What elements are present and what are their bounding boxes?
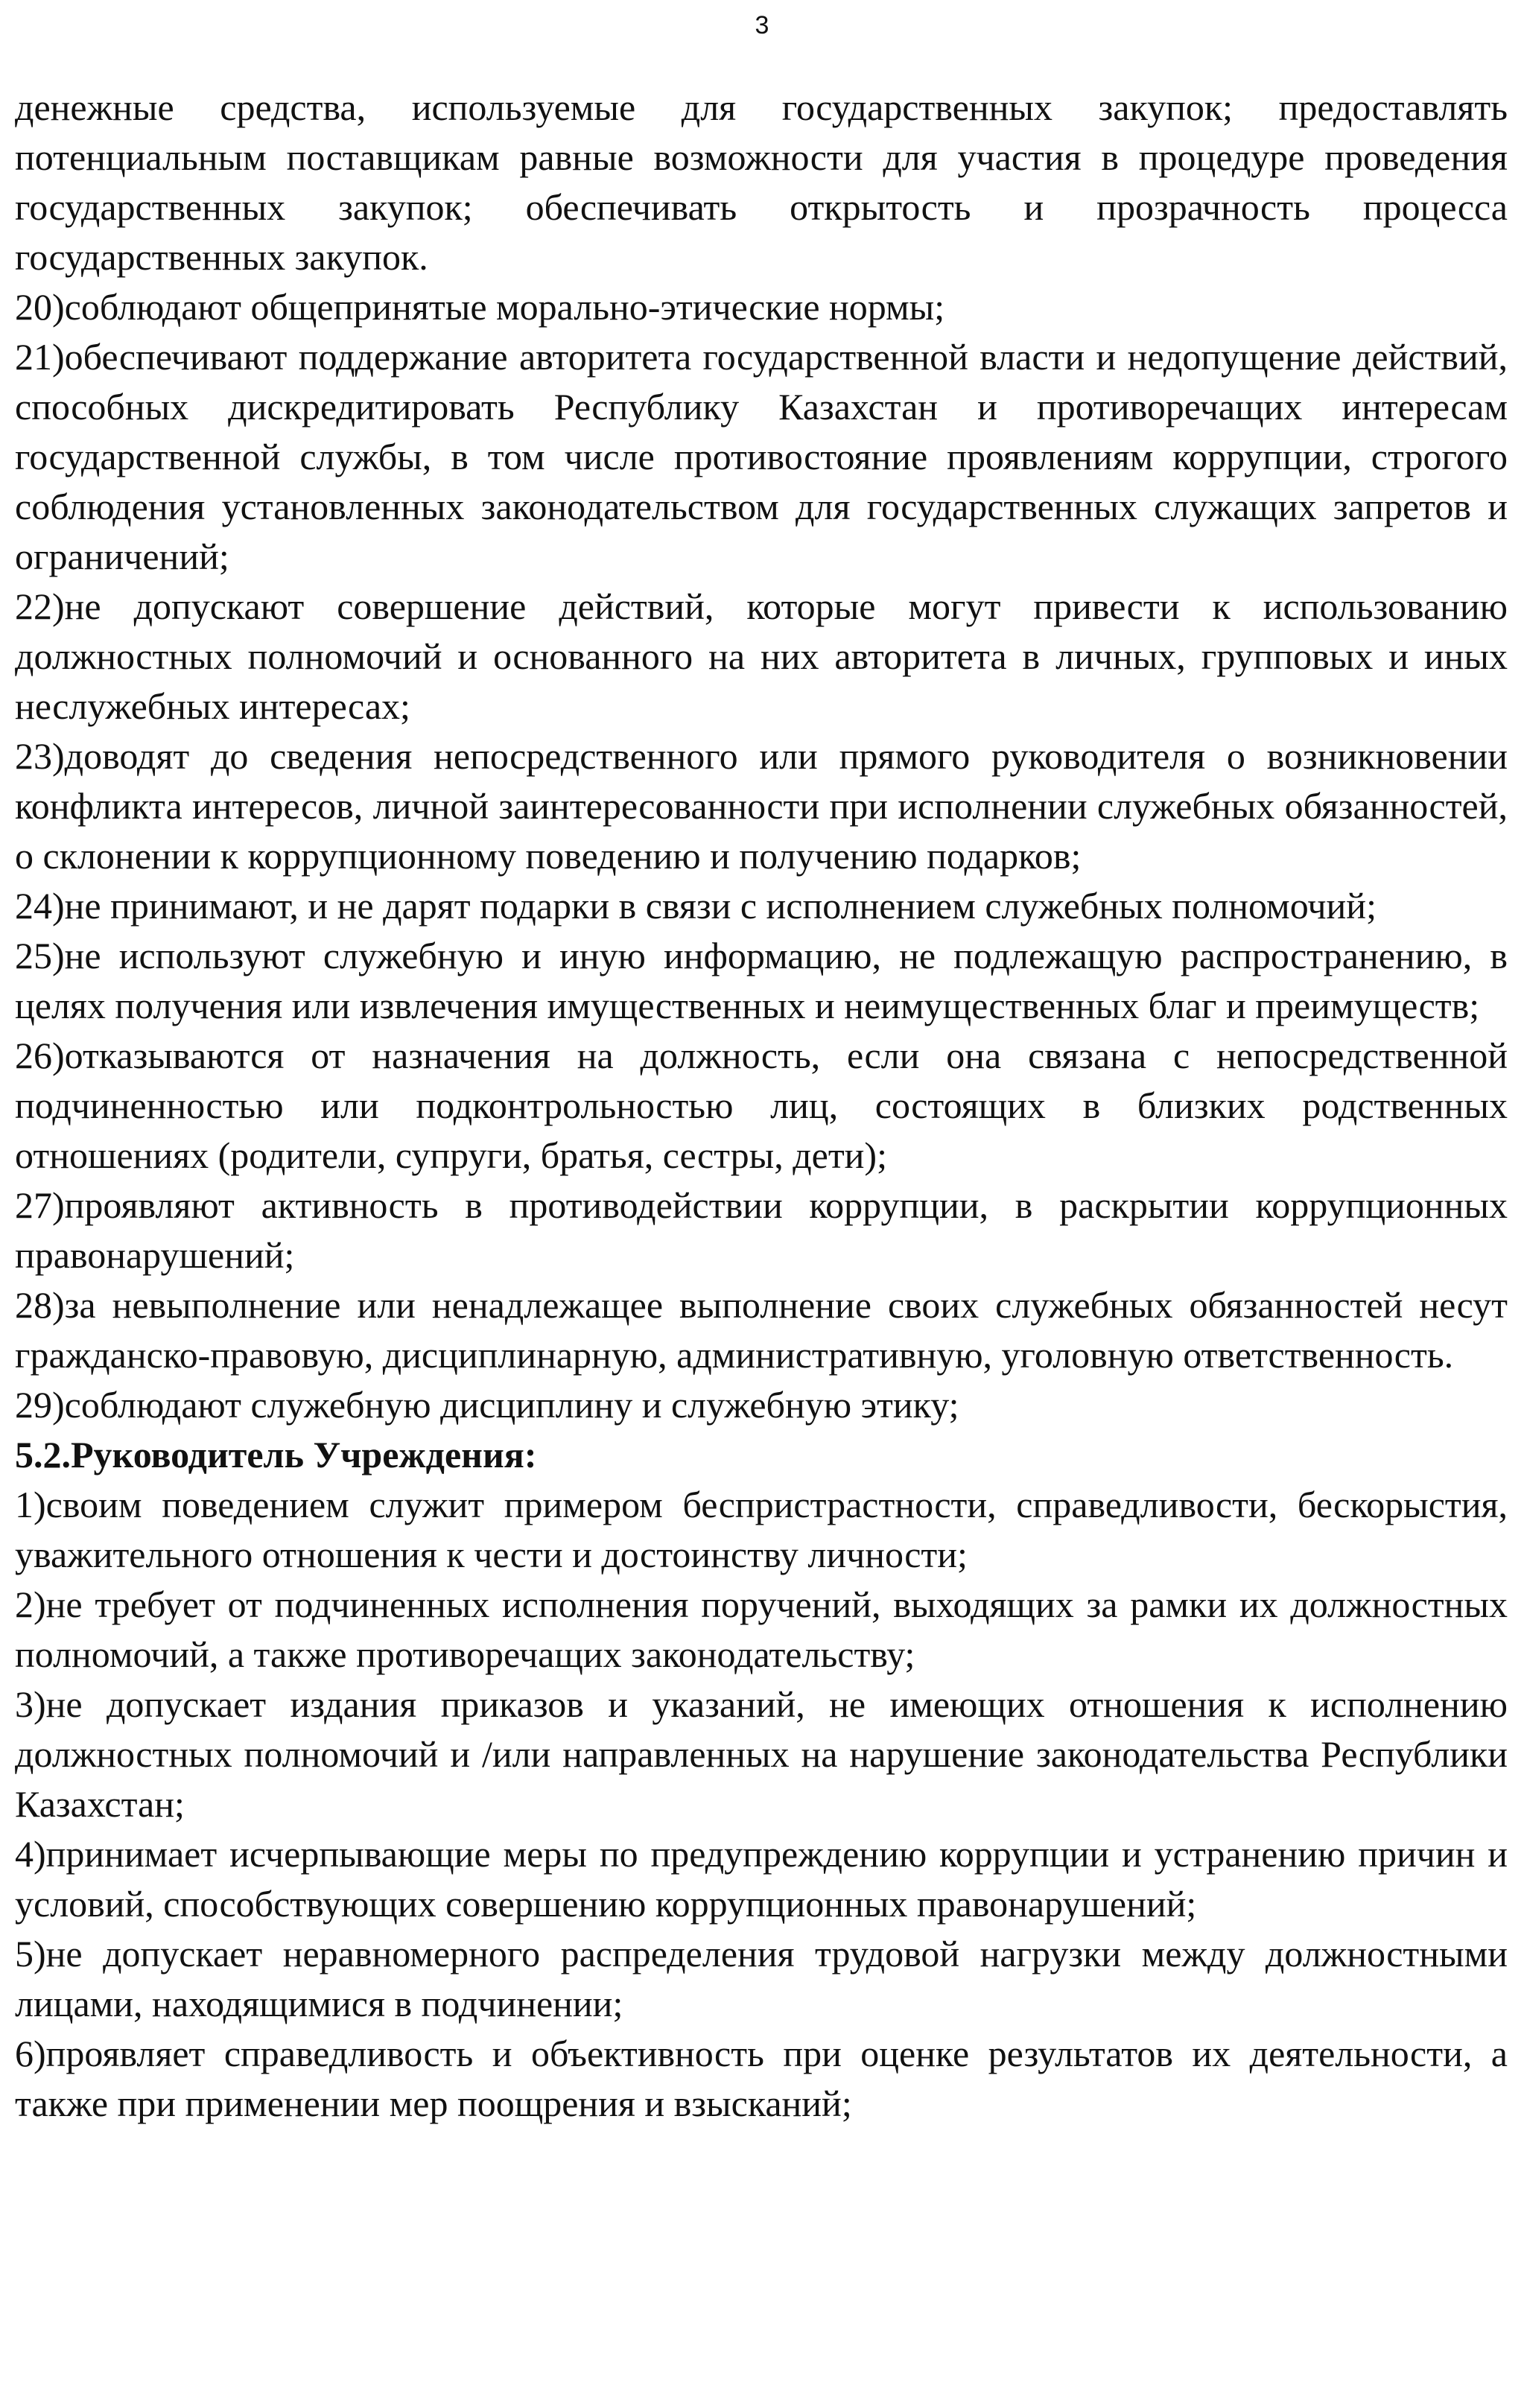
page-number: 3 xyxy=(755,11,769,39)
section-heading: 5.2.Руководитель Учреждения: xyxy=(15,1434,537,1475)
paragraph-continuation: денежные средства, используемые для государственных закупок; предоставлять потенциальным поставщикам равные возможности для участия в процедуре проведения государственных закупок; обеспечивать открытость и прозрачность процесса государственных закупок. xyxy=(15,86,1508,278)
list-item-25: 25)не используют служебную и иную информацию, не подлежащую распространению, в целях получения или извлечения имущественных и неимущественных благ и преимуществ; xyxy=(15,935,1508,1026)
section-item-6: 6)проявляет справедливость и объективность при оценке результатов их деятельности, а также при применении мер поощрения и взысканий; xyxy=(15,2033,1508,2124)
list-item-29: 29)соблюдают служебную дисциплину и служебную этику; xyxy=(15,1384,959,1426)
list-item-24: 24)не принимают, и не дарят подарки в связи с исполнением служебных полномочий; xyxy=(15,885,1377,927)
section-item-3: 3)не допускает издания приказов и указаний, не имеющих отношения к исполнению должностных полномочий и /или направленных на нарушение законодательства Республики Казахстан; xyxy=(15,1683,1508,1825)
document-body xyxy=(15,83,1508,2129)
section-item-1: 1)своим поведением служит примером беспристрастности, справедливости, бескорыстия, уважительного отношения к чести и достоинству личности; xyxy=(15,1484,1508,1575)
list-item-23: 23)доводят до сведения непосредственного или прямого руководителя о возникновении конфликта интересов, личной заинтересованности при исполнении служебных обязанностей, о склонении к коррупционному поведению и получению подарков; xyxy=(15,735,1508,877)
section-item-4: 4)принимает исчерпывающие меры по предупреждению коррупции и устранению причин и условий, способствующих совершению коррупционных правонарушений; xyxy=(15,1833,1508,1925)
list-item-26: 26)отказываются от назначения на должность, если она связана с непосредственной подчиненностью или подконтрольностью лиц, состоящих в близких родственных отношениях (родители, супруги, братья, сестры, дети); xyxy=(15,1035,1508,1176)
list-item-27: 27)проявляют активность в противодействии коррупции, в раскрытии коррупционных правонарушений; xyxy=(15,1184,1508,1276)
list-item-28: 28)за невыполнение или ненадлежащее выполнение своих служебных обязанностей несут гражданско-правовую, дисциплинарную, административную, уголовную ответственность. xyxy=(15,1284,1508,1376)
list-item-20: 20)соблюдают общепринятые морально-этические нормы; xyxy=(15,286,945,328)
section-item-2: 2)не требует от подчиненных исполнения поручений, выходящих за рамки их должностных полномочий, а также противоречащих законодательству; xyxy=(15,1583,1508,1675)
section-item-5: 5)не допускает неравномерного распределения трудовой нагрузки между должностными лицами, находящимися в подчинении; xyxy=(15,1933,1508,2024)
list-item-22: 22)не допускают совершение действий, которые могут привести к использованию должностных полномочий и основанного на них авторитета в личных, групповых и иных неслужебных интересах; xyxy=(15,585,1508,727)
list-item-21: 21)обеспечивают поддержание авторитета государственной власти и недопущение действий, способных дискредитировать Республику Казахстан и противоречащих интересам государственной службы, в том числе противостояние проявлениям коррупции, строгого соблюдения установленных законодательством для государственных служащих запретов и ограничений; xyxy=(15,336,1508,577)
